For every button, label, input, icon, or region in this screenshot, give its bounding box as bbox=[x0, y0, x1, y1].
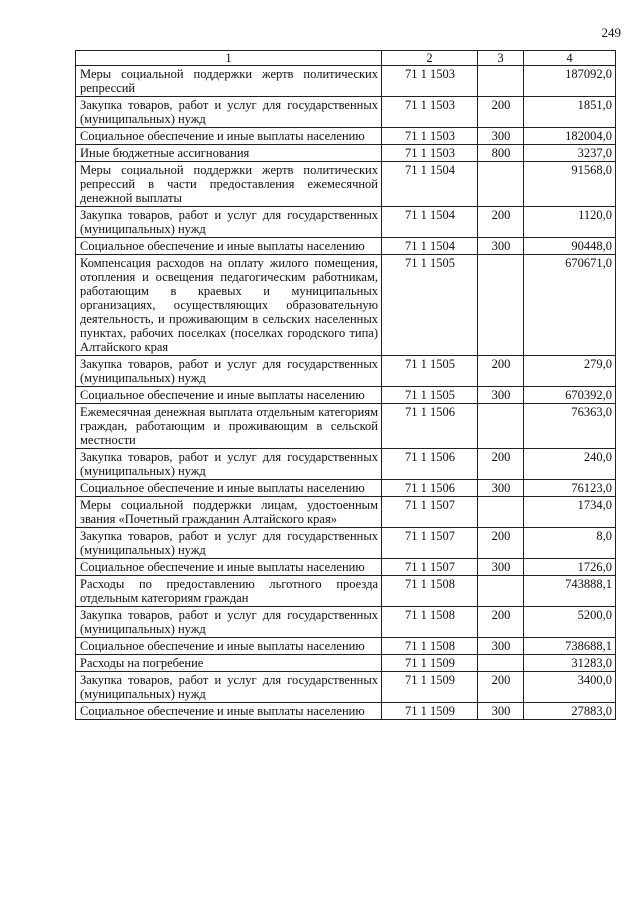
row-type-cell: 300 bbox=[478, 238, 524, 255]
row-name-cell: Социальное обеспечение и иные выплаты населению bbox=[76, 387, 382, 404]
row-type-cell: 200 bbox=[478, 449, 524, 480]
row-name-cell: Закупка товаров, работ и услуг для государственных (муниципальных) нужд bbox=[76, 97, 382, 128]
row-type-cell bbox=[478, 255, 524, 356]
row-code-cell: 71 1 1503 bbox=[382, 66, 478, 97]
row-type-cell: 300 bbox=[478, 559, 524, 576]
row-type-cell bbox=[478, 66, 524, 97]
row-name-cell: Закупка товаров, работ и услуг для государственных (муниципальных) нужд bbox=[76, 449, 382, 480]
row-code-cell: 71 1 1509 bbox=[382, 655, 478, 672]
row-code-cell: 71 1 1507 bbox=[382, 528, 478, 559]
table-row bbox=[76, 404, 616, 449]
row-code-cell: 71 1 1504 bbox=[382, 162, 478, 207]
row-amount-cell: 279,0 bbox=[524, 356, 616, 387]
table-row bbox=[76, 238, 616, 255]
row-name-cell: Социальное обеспечение и иные выплаты населению bbox=[76, 703, 382, 720]
table-row bbox=[76, 162, 616, 207]
table-row bbox=[76, 528, 616, 559]
row-name-cell: Закупка товаров, работ и услуг для государственных (муниципальных) нужд bbox=[76, 607, 382, 638]
row-amount-cell: 743888,1 bbox=[524, 576, 616, 607]
row-code-cell: 71 1 1503 bbox=[382, 128, 478, 145]
row-name-cell: Меры социальной поддержки жертв политических репрессий в части предоставления ежемесячной денежной выплаты bbox=[76, 162, 382, 207]
column-header-amount: 4 bbox=[524, 51, 616, 66]
row-amount-cell: 8,0 bbox=[524, 528, 616, 559]
row-type-cell: 300 bbox=[478, 387, 524, 404]
table-row bbox=[76, 66, 616, 97]
table-body bbox=[76, 66, 616, 720]
row-amount-cell: 27883,0 bbox=[524, 703, 616, 720]
row-code-cell: 71 1 1504 bbox=[382, 238, 478, 255]
row-amount-cell: 182004,0 bbox=[524, 128, 616, 145]
row-type-cell: 800 bbox=[478, 145, 524, 162]
table-row bbox=[76, 128, 616, 145]
row-code-cell: 71 1 1509 bbox=[382, 672, 478, 703]
row-code-cell: 71 1 1508 bbox=[382, 576, 478, 607]
row-type-cell bbox=[478, 404, 524, 449]
row-amount-cell: 670671,0 bbox=[524, 255, 616, 356]
column-header-type: 3 bbox=[478, 51, 524, 66]
row-name-cell: Социальное обеспечение и иные выплаты населению bbox=[76, 480, 382, 497]
row-code-cell: 71 1 1504 bbox=[382, 207, 478, 238]
row-amount-cell: 187092,0 bbox=[524, 66, 616, 97]
row-amount-cell: 76363,0 bbox=[524, 404, 616, 449]
row-type-cell: 300 bbox=[478, 703, 524, 720]
row-amount-cell: 31283,0 bbox=[524, 655, 616, 672]
row-name-cell: Социальное обеспечение и иные выплаты населению bbox=[76, 638, 382, 655]
table-row bbox=[76, 207, 616, 238]
row-type-cell: 300 bbox=[478, 480, 524, 497]
row-type-cell bbox=[478, 162, 524, 207]
row-type-cell: 300 bbox=[478, 128, 524, 145]
row-amount-cell: 1726,0 bbox=[524, 559, 616, 576]
table-row bbox=[76, 255, 616, 356]
row-name-cell: Социальное обеспечение и иные выплаты населению bbox=[76, 559, 382, 576]
row-name-cell: Закупка товаров, работ и услуг для государственных (муниципальных) нужд bbox=[76, 528, 382, 559]
row-type-cell: 200 bbox=[478, 528, 524, 559]
column-header-code: 2 bbox=[382, 51, 478, 66]
header-row bbox=[76, 51, 616, 66]
table-header bbox=[76, 51, 616, 66]
table-row bbox=[76, 655, 616, 672]
row-code-cell: 71 1 1505 bbox=[382, 387, 478, 404]
row-name-cell: Иные бюджетные ассигнования bbox=[76, 145, 382, 162]
table-row bbox=[76, 387, 616, 404]
row-amount-cell: 3237,0 bbox=[524, 145, 616, 162]
column-header-name: 1 bbox=[76, 51, 382, 66]
row-amount-cell: 76123,0 bbox=[524, 480, 616, 497]
row-name-cell: Социальное обеспечение и иные выплаты населению bbox=[76, 238, 382, 255]
row-code-cell: 71 1 1509 bbox=[382, 703, 478, 720]
row-name-cell: Меры социальной поддержки лицам, удостоенным звания «Почетный гражданин Алтайского края» bbox=[76, 497, 382, 528]
table-row bbox=[76, 559, 616, 576]
row-type-cell bbox=[478, 655, 524, 672]
row-amount-cell: 1734,0 bbox=[524, 497, 616, 528]
row-type-cell bbox=[478, 576, 524, 607]
row-name-cell: Закупка товаров, работ и услуг для государственных (муниципальных) нужд bbox=[76, 207, 382, 238]
row-amount-cell: 1851,0 bbox=[524, 97, 616, 128]
row-name-cell: Меры социальной поддержки жертв политических репрессий bbox=[76, 66, 382, 97]
row-code-cell: 71 1 1508 bbox=[382, 638, 478, 655]
table-row bbox=[76, 356, 616, 387]
row-name-cell: Расходы по предоставлению льготного проезда отдельным категориям граждан bbox=[76, 576, 382, 607]
row-amount-cell: 240,0 bbox=[524, 449, 616, 480]
row-type-cell: 200 bbox=[478, 672, 524, 703]
table-row bbox=[76, 449, 616, 480]
table-row bbox=[76, 672, 616, 703]
row-type-cell: 200 bbox=[478, 97, 524, 128]
table-row bbox=[76, 97, 616, 128]
row-name-cell: Закупка товаров, работ и услуг для государственных (муниципальных) нужд bbox=[76, 356, 382, 387]
row-name-cell: Расходы на погребение bbox=[76, 655, 382, 672]
row-type-cell bbox=[478, 497, 524, 528]
row-name-cell: Социальное обеспечение и иные выплаты населению bbox=[76, 128, 382, 145]
row-code-cell: 71 1 1503 bbox=[382, 97, 478, 128]
row-code-cell: 71 1 1508 bbox=[382, 607, 478, 638]
budget-table bbox=[75, 50, 616, 720]
row-amount-cell: 738688,1 bbox=[524, 638, 616, 655]
row-code-cell: 71 1 1507 bbox=[382, 559, 478, 576]
table-row bbox=[76, 703, 616, 720]
row-name-cell: Ежемесячная денежная выплата отдельным категориям граждан, работающим и проживающим в сельской местности bbox=[76, 404, 382, 449]
row-amount-cell: 1120,0 bbox=[524, 207, 616, 238]
row-code-cell: 71 1 1505 bbox=[382, 356, 478, 387]
row-type-cell: 200 bbox=[478, 207, 524, 238]
row-type-cell: 200 bbox=[478, 607, 524, 638]
row-amount-cell: 90448,0 bbox=[524, 238, 616, 255]
row-type-cell: 300 bbox=[478, 638, 524, 655]
table-row bbox=[76, 576, 616, 607]
table-row bbox=[76, 480, 616, 497]
row-code-cell: 71 1 1503 bbox=[382, 145, 478, 162]
row-code-cell: 71 1 1506 bbox=[382, 480, 478, 497]
row-amount-cell: 91568,0 bbox=[524, 162, 616, 207]
row-code-cell: 71 1 1507 bbox=[382, 497, 478, 528]
row-name-cell: Закупка товаров, работ и услуг для государственных (муниципальных) нужд bbox=[76, 672, 382, 703]
table-row bbox=[76, 145, 616, 162]
table-row bbox=[76, 638, 616, 655]
page-number: 249 bbox=[601, 25, 621, 40]
row-code-cell: 71 1 1506 bbox=[382, 404, 478, 449]
row-amount-cell: 670392,0 bbox=[524, 387, 616, 404]
row-amount-cell: 5200,0 bbox=[524, 607, 616, 638]
row-name-cell: Компенсация расходов на оплату жилого помещения, отопления и освещения педагогическим работникам, работающим в краевых и муниципальных организациях, осуществляющих образовательную деятельность, и проживающим в сельских населенных пунктах, рабочих поселках (поселках городского типа) Алтайского края bbox=[76, 255, 382, 356]
table-row bbox=[76, 607, 616, 638]
row-code-cell: 71 1 1505 bbox=[382, 255, 478, 356]
table-row bbox=[76, 497, 616, 528]
row-code-cell: 71 1 1506 bbox=[382, 449, 478, 480]
row-amount-cell: 3400,0 bbox=[524, 672, 616, 703]
row-type-cell: 200 bbox=[478, 356, 524, 387]
